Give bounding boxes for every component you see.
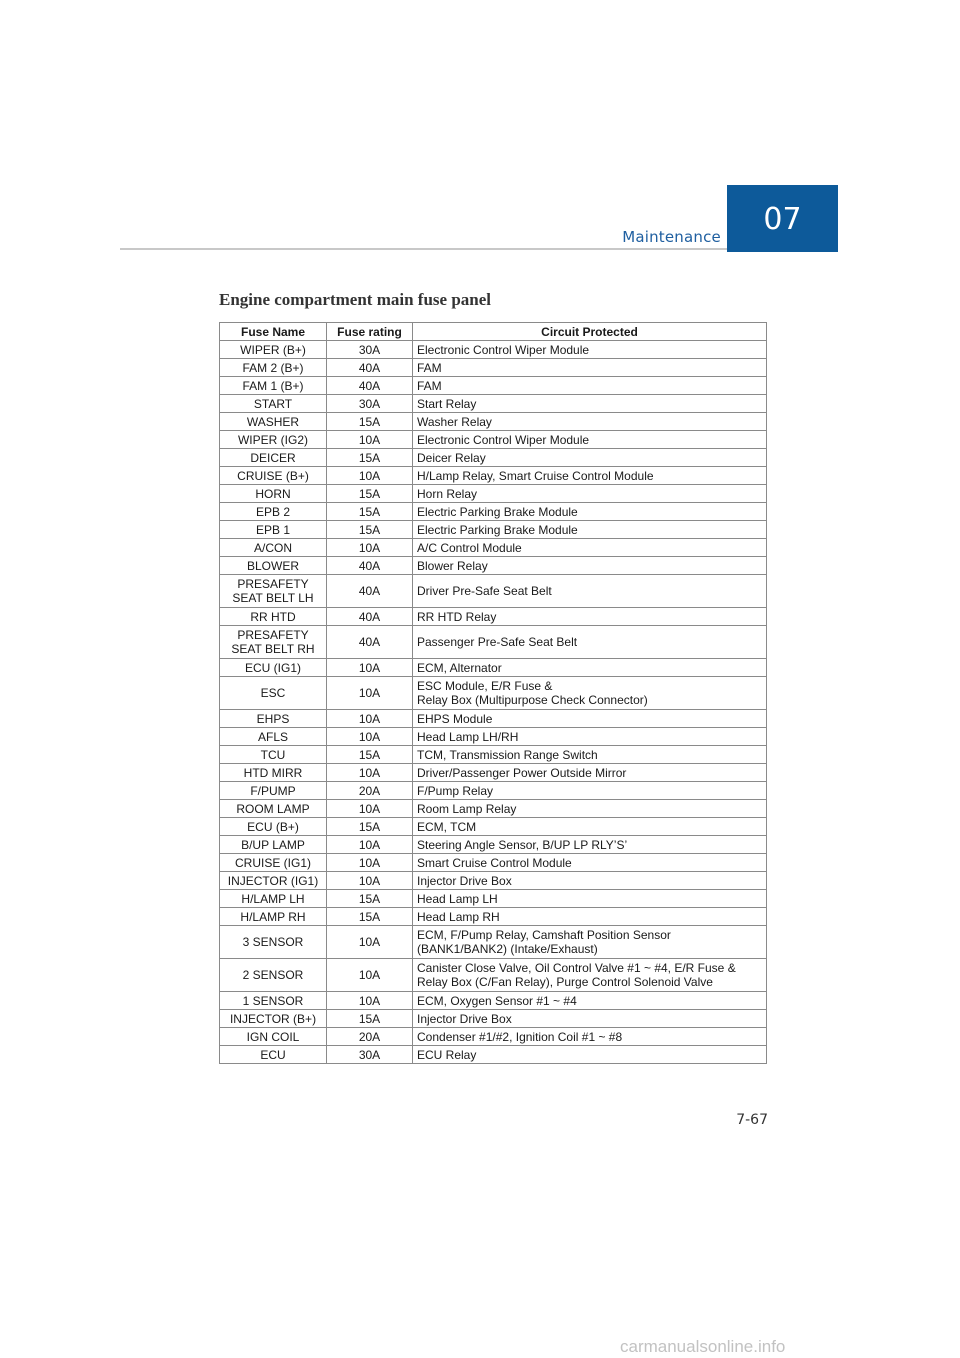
table-row [220, 800, 767, 818]
fuse-rating-cell: 10A [327, 764, 413, 782]
fuse-name-cell [220, 872, 327, 890]
table-row [220, 659, 767, 677]
fuse-name-line: INJECTOR (B+) [229, 1011, 317, 1026]
circuit-line: Horn Relay [417, 486, 478, 501]
circuit-line: Head Lamp LH [417, 891, 498, 906]
fuse-name-line: ECU (B+) [247, 819, 299, 834]
circuit-line: ECU Relay [417, 1047, 477, 1062]
fuse-name-line: ECU (IG1) [244, 660, 301, 675]
page-heading: Engine compartment main fuse panel [219, 290, 491, 309]
fuse-name-line: WIPER (B+) [240, 342, 306, 357]
circuit-protected-cell [413, 608, 767, 626]
circuit-line: Steering Angle Sensor, B/UP LP RLY’S’ [417, 837, 628, 852]
circuit-line: Electronic Control Wiper Module [417, 342, 590, 357]
circuit-protected-cell [413, 341, 767, 359]
circuit-protected-cell [413, 485, 767, 503]
circuit-protected-cell [413, 992, 767, 1010]
fuse-rating-cell: 10A [327, 800, 413, 818]
table-row [220, 677, 767, 710]
fuse-rating-cell: 10A [327, 959, 413, 992]
fuse-name-cell [220, 959, 327, 992]
circuit-protected-cell [413, 1028, 767, 1046]
circuit-protected-cell [413, 1010, 767, 1028]
fuse-name-cell [220, 1010, 327, 1028]
fuse-rating-cell: 10A [327, 728, 413, 746]
chapter-tab [727, 185, 838, 252]
fuse-name-cell [220, 854, 327, 872]
circuit-protected-cell [413, 800, 767, 818]
fuse-rating-cell: 10A [327, 926, 413, 959]
fuse-rating-cell: 40A [327, 377, 413, 395]
fuse-name-cell [220, 728, 327, 746]
circuit-line: RR HTD Relay [417, 609, 497, 624]
fuse-name-line: SEAT BELT RH [231, 642, 315, 656]
circuit-protected-cell [413, 413, 767, 431]
table-row [220, 341, 767, 359]
fuse-name-line: IGN COIL [246, 1029, 300, 1044]
circuit-line: Start Relay [417, 396, 477, 411]
column-header-circuit-protected: Circuit Protected [413, 323, 767, 341]
table-row [220, 359, 767, 377]
table-row [220, 959, 767, 992]
circuit-line: ECM, TCM [417, 819, 477, 834]
fuse-name-cell [220, 521, 327, 539]
circuit-line: Relay Box (C/Fan Relay), Purge Control Solenoid Valve [417, 975, 713, 989]
fuse-name-cell [220, 890, 327, 908]
table-row [220, 992, 767, 1010]
fuse-name-line: ESC [260, 686, 286, 700]
fuse-name-cell [220, 746, 327, 764]
table-row [220, 557, 767, 575]
fuse-rating-cell: 10A [327, 992, 413, 1010]
circuit-protected-cell [413, 395, 767, 413]
fuse-rating-cell: 30A [327, 395, 413, 413]
fuse-rating-cell: 10A [327, 710, 413, 728]
table-row [220, 413, 767, 431]
fuse-rating-cell: 10A [327, 854, 413, 872]
fuse-name-line: HTD MIRR [243, 765, 303, 780]
fuse-rating-cell: 10A [327, 836, 413, 854]
circuit-line: Blower Relay [417, 558, 488, 573]
fuse-name-cell [220, 377, 327, 395]
table-row [220, 1046, 767, 1064]
fuse-name-cell [220, 467, 327, 485]
fuse-name-line: DEICER [250, 450, 296, 465]
table-row [220, 728, 767, 746]
circuit-protected-cell [413, 872, 767, 890]
fuse-name-cell [220, 710, 327, 728]
circuit-line: Driver/Passenger Power Outside Mirror [417, 765, 627, 780]
fuse-name-line: ECU [260, 1047, 286, 1062]
fuse-name-cell [220, 575, 327, 608]
circuit-protected-cell [413, 659, 767, 677]
column-header-fuse-name: Fuse Name [220, 323, 327, 341]
fuse-rating-cell: 15A [327, 521, 413, 539]
circuit-protected-cell [413, 449, 767, 467]
table-row [220, 872, 767, 890]
circuit-protected-cell [413, 746, 767, 764]
table-row [220, 503, 767, 521]
circuit-line: ECM, F/Pump Relay, Camshaft Position Sensor [417, 928, 671, 942]
fuse-name-cell [220, 992, 327, 1010]
circuit-line: Washer Relay [417, 414, 492, 429]
fuse-name-cell [220, 485, 327, 503]
circuit-line: Deicer Relay [417, 450, 486, 465]
table-row [220, 746, 767, 764]
fuse-rating-cell: 40A [327, 608, 413, 626]
circuit-protected-cell [413, 818, 767, 836]
fuse-rating-cell: 20A [327, 782, 413, 800]
header-rule [120, 248, 727, 250]
fuse-rating-cell: 30A [327, 1046, 413, 1064]
fuse-name-line: EPB 1 [255, 522, 291, 537]
circuit-line: FAM [417, 360, 442, 375]
circuit-protected-cell [413, 764, 767, 782]
fuse-name-line: EHPS [256, 711, 290, 726]
circuit-line: ECM, Oxygen Sensor #1 ~ #4 [417, 993, 577, 1008]
fuse-name-cell [220, 626, 327, 659]
fuse-name-line: RR HTD [250, 609, 296, 624]
fuse-name-line: START [253, 396, 293, 411]
fuse-name-cell [220, 449, 327, 467]
circuit-protected-cell [413, 959, 767, 992]
circuit-protected-cell [413, 710, 767, 728]
circuit-line: (BANK1/BANK2) (Intake/Exhaust) [417, 942, 598, 956]
fuse-name-line: INJECTOR (IG1) [227, 873, 319, 888]
fuse-name-cell [220, 1028, 327, 1046]
fuse-rating-cell: 10A [327, 467, 413, 485]
table-header-row [220, 323, 767, 341]
table-row [220, 1028, 767, 1046]
circuit-line: Electronic Control Wiper Module [417, 432, 590, 447]
fuse-rating-cell: 40A [327, 557, 413, 575]
fuse-name-line: 3 SENSOR [242, 935, 304, 949]
table-row [220, 485, 767, 503]
fuse-name-cell [220, 608, 327, 626]
fuse-rating-cell: 40A [327, 626, 413, 659]
circuit-line: ECM, Alternator [417, 660, 502, 675]
fuse-name-cell [220, 539, 327, 557]
fuse-name-line: WIPER (IG2) [237, 432, 308, 447]
fuse-rating-cell: 15A [327, 908, 413, 926]
table-row [220, 764, 767, 782]
circuit-line: H/Lamp Relay, Smart Cruise Control Module [417, 468, 654, 483]
fuse-name-line: H/LAMP RH [240, 909, 306, 924]
fuse-name-line: CRUISE (IG1) [234, 855, 311, 870]
fuse-name-cell [220, 836, 327, 854]
fuse-name-cell [220, 431, 327, 449]
circuit-protected-cell [413, 1046, 767, 1064]
table-row [220, 575, 767, 608]
fuse-rating-cell: 40A [327, 359, 413, 377]
fuse-name-line: AFLS [257, 729, 288, 744]
circuit-protected-cell [413, 677, 767, 710]
fuse-name-cell [220, 503, 327, 521]
column-header-fuse-rating: Fuse rating [327, 323, 413, 341]
fuse-rating-cell: 15A [327, 890, 413, 908]
table-row [220, 836, 767, 854]
circuit-line: FAM [417, 378, 442, 393]
fuse-name-line: H/LAMP LH [241, 891, 305, 906]
fuse-name-cell [220, 818, 327, 836]
circuit-protected-cell [413, 359, 767, 377]
fuse-name-cell [220, 557, 327, 575]
circuit-protected-cell [413, 836, 767, 854]
circuit-line: Smart Cruise Control Module [417, 855, 572, 870]
fuse-rating-cell: 15A [327, 413, 413, 431]
table-row [220, 608, 767, 626]
circuit-protected-cell [413, 926, 767, 959]
table-row [220, 890, 767, 908]
circuit-line: Driver Pre-Safe Seat Belt [417, 584, 552, 598]
fuse-name-line: PRESAFETY [237, 577, 309, 591]
circuit-protected-cell [413, 539, 767, 557]
fuse-rating-cell: 20A [327, 1028, 413, 1046]
fuse-name-line: EPB 2 [255, 504, 291, 519]
circuit-protected-cell [413, 728, 767, 746]
fuse-rating-cell: 10A [327, 659, 413, 677]
fuse-name-line: WASHER [246, 414, 300, 429]
table-row [220, 926, 767, 959]
fuse-table [219, 322, 767, 1064]
circuit-protected-cell [413, 467, 767, 485]
fuse-rating-cell: 10A [327, 431, 413, 449]
circuit-line: Injector Drive Box [417, 1011, 512, 1026]
table-row [220, 521, 767, 539]
fuse-name-line: B/UP LAMP [241, 837, 305, 852]
table-row [220, 395, 767, 413]
circuit-line: EHPS Module [417, 711, 493, 726]
table-row [220, 449, 767, 467]
fuse-name-cell [220, 908, 327, 926]
circuit-line: Relay Box (Multipurpose Check Connector) [417, 693, 648, 707]
table-row [220, 782, 767, 800]
circuit-protected-cell [413, 503, 767, 521]
circuit-line: Injector Drive Box [417, 873, 512, 888]
circuit-line: Passenger Pre-Safe Seat Belt [417, 635, 578, 649]
circuit-protected-cell [413, 431, 767, 449]
fuse-name-cell [220, 659, 327, 677]
circuit-line: Electric Parking Brake Module [417, 504, 578, 519]
fuse-name-cell [220, 395, 327, 413]
circuit-line: Canister Close Valve, Oil Control Valve #1 ~ #4, E/R Fuse & [417, 961, 736, 975]
circuit-line: F/Pump Relay [417, 783, 494, 798]
table-row [220, 710, 767, 728]
circuit-line: Head Lamp RH [417, 909, 500, 924]
page-number: 7-67 [736, 1112, 768, 1128]
fuse-rating-cell: 15A [327, 818, 413, 836]
section-title: Maintenance [622, 228, 721, 246]
circuit-protected-cell [413, 854, 767, 872]
table-row [220, 626, 767, 659]
circuit-protected-cell [413, 521, 767, 539]
table-row [220, 818, 767, 836]
watermark: carmanualsonline.info [620, 1337, 786, 1356]
table-row [220, 539, 767, 557]
fuse-table-body [220, 341, 767, 1064]
fuse-rating-cell: 40A [327, 575, 413, 608]
circuit-protected-cell [413, 626, 767, 659]
circuit-protected-cell [413, 908, 767, 926]
fuse-rating-cell: 15A [327, 1010, 413, 1028]
fuse-name-line: FAM 2 (B+) [242, 360, 304, 375]
fuse-name-line: HORN [255, 486, 291, 501]
fuse-rating-cell: 15A [327, 746, 413, 764]
fuse-name-line: PRESAFETY [237, 628, 309, 642]
circuit-line: Electric Parking Brake Module [417, 522, 578, 537]
fuse-name-cell [220, 341, 327, 359]
table-row [220, 467, 767, 485]
fuse-rating-cell: 10A [327, 872, 413, 890]
fuse-name-line: CRUISE (B+) [237, 468, 309, 483]
fuse-name-line: FAM 1 (B+) [242, 378, 304, 393]
circuit-protected-cell [413, 377, 767, 395]
circuit-protected-cell [413, 890, 767, 908]
fuse-name-cell [220, 764, 327, 782]
fuse-name-line: 2 SENSOR [242, 968, 304, 982]
table-row [220, 1010, 767, 1028]
table-row [220, 908, 767, 926]
circuit-line: Condenser #1/#2, Ignition Coil #1 ~ #8 [417, 1029, 623, 1044]
fuse-name-line: TCU [260, 747, 286, 762]
circuit-line: A/C Control Module [417, 540, 522, 555]
circuit-protected-cell [413, 557, 767, 575]
fuse-rating-cell: 15A [327, 503, 413, 521]
fuse-name-cell [220, 677, 327, 710]
fuse-name-line: BLOWER [246, 558, 299, 573]
fuse-name-line: SEAT BELT LH [232, 591, 314, 605]
fuse-rating-cell: 30A [327, 341, 413, 359]
circuit-line: TCM, Transmission Range Switch [417, 747, 598, 762]
circuit-protected-cell [413, 575, 767, 608]
table-row [220, 854, 767, 872]
fuse-name-cell [220, 359, 327, 377]
table-row [220, 431, 767, 449]
circuit-protected-cell [413, 782, 767, 800]
fuse-name-cell [220, 926, 327, 959]
circuit-line: Head Lamp LH/RH [417, 729, 519, 744]
fuse-name-line: 1 SENSOR [242, 993, 304, 1008]
fuse-rating-cell: 10A [327, 539, 413, 557]
circuit-line: ESC Module, E/R Fuse & [417, 679, 553, 693]
fuse-name-line: ROOM LAMP [236, 801, 310, 816]
table-row [220, 377, 767, 395]
fuse-name-cell [220, 413, 327, 431]
fuse-name-line: F/PUMP [250, 783, 296, 798]
fuse-name-cell [220, 800, 327, 818]
chapter-number: 07 [763, 201, 802, 237]
circuit-line: Room Lamp Relay [417, 801, 517, 816]
fuse-rating-cell: 10A [327, 677, 413, 710]
fuse-name-line: A/CON [253, 540, 292, 555]
fuse-name-cell [220, 782, 327, 800]
fuse-name-cell [220, 1046, 327, 1064]
fuse-rating-cell: 15A [327, 485, 413, 503]
fuse-rating-cell: 15A [327, 449, 413, 467]
